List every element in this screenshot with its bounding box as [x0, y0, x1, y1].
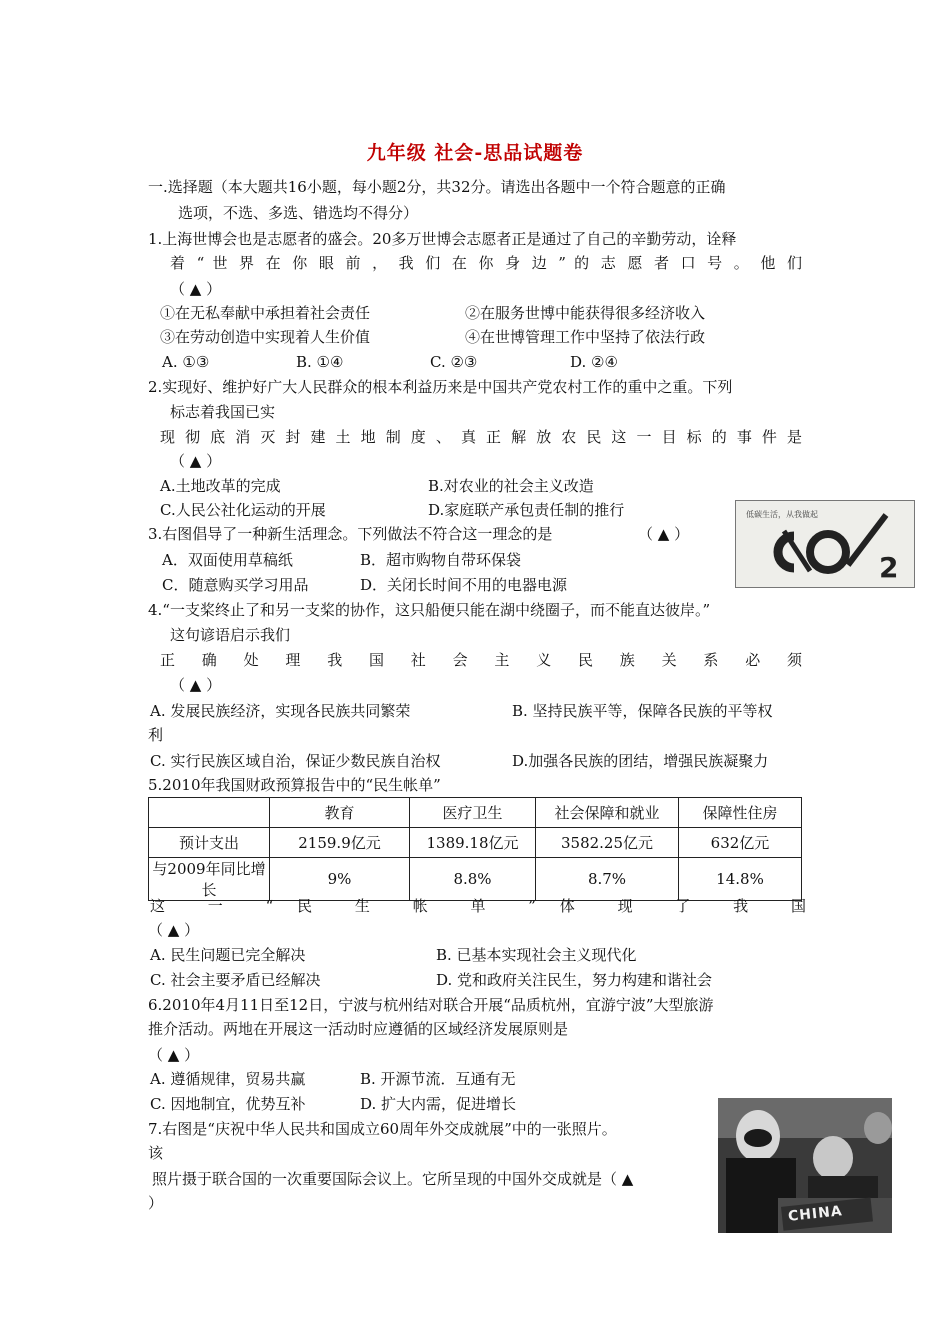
table-header-cell [149, 798, 270, 828]
q1-option-c: C. ②③ [430, 353, 478, 371]
table-cell: 与2009年同比增长 [149, 858, 270, 901]
q4-option-d: D.加强各民族的团结，增强民族凝聚力 [512, 752, 769, 770]
table-cell: 8.7% [536, 858, 679, 901]
q2-answer-blank: （ ▲ ） [170, 452, 222, 470]
co2-symbol-icon [736, 501, 914, 587]
q5-option-d: D. 党和政府关注民生，努力构建和谐社会 [436, 971, 713, 989]
livelihood-budget-table [148, 797, 802, 901]
china-nameplate: CHINA [787, 1203, 844, 1225]
page-title: 九年级 社会-思品试题卷 [366, 142, 584, 164]
q4-option-a: A. 发展民族经济，实现各民族共同繁荣 [150, 702, 411, 720]
table-header-cell: 教育 [270, 798, 410, 828]
table-cell: 632亿元 [679, 828, 802, 858]
q1-stem-line2: 着 “ 世 界 在 你 眼 前 ， 我 们 在 你 身 边 ” 的 志 愿 者 口 号 。 他 们 [170, 254, 802, 272]
table-cell: 3582.25亿元 [536, 828, 679, 858]
section-instructions-line2: 选项，不选、多选、错选均不得分） [178, 204, 419, 222]
q1-option-b: B. ①④ [296, 353, 344, 371]
table-row [149, 828, 802, 858]
table-cell: 14.8% [679, 858, 802, 901]
low-carbon-co2-image [735, 500, 915, 588]
q6-answer-blank: （ ▲ ） [148, 1046, 200, 1064]
q5-option-a: A. 民生问题已完全解决 [150, 946, 306, 964]
q6-stem-line1: 6.2010年4月11日至12日，宁波与杭州结对联合开展“品质杭州，宜游宁波”大型旅游 [148, 996, 714, 1014]
q1-statement-2: ②在服务世博中能获得很多经济收入 [465, 304, 706, 322]
co2-image-slogan: 低碳生活，从我做起 [746, 510, 818, 519]
q6-option-a: A. 遵循规律，贸易共赢 [150, 1070, 306, 1088]
table-header-cell: 医疗卫生 [410, 798, 536, 828]
q3-option-d: D．关闭长时间不用的电器电源 [360, 576, 568, 594]
table-cell: 2159.9亿元 [270, 828, 410, 858]
table-cell: 8.8% [410, 858, 536, 901]
q4-option-b: B. 坚持民族平等，保障各民族的平等权 [512, 702, 773, 720]
q1-statement-1: ①在无私奉献中承担着社会责任 [160, 304, 371, 322]
table-cell: 预计支出 [149, 828, 270, 858]
q5-stem-line2: 这 一 “ 民 生 帐 单 ” 体 现 了 我 国 [150, 897, 806, 915]
q3-option-b: B．超市购物自带环保袋 [360, 551, 522, 569]
q5-answer-blank: （ ▲ ） [148, 921, 200, 939]
table-cell: 9% [270, 858, 410, 901]
q4-answer-blank: （ ▲ ） [170, 676, 222, 694]
q4-option-b-continued: 利 [148, 726, 164, 744]
table-header-cell: 保障性住房 [679, 798, 802, 828]
table-row [149, 858, 802, 901]
q7-stem-line1-wrap: 该 [148, 1144, 164, 1162]
table-header-cell: 社会保障和就业 [536, 798, 679, 828]
section-instructions-line1: 一.选择题（本大题共16小题，每小题2分，共32分。请选出各题中一个符合题意的正确 [148, 178, 726, 196]
q2-stem-line3: 现 彻 底 消 灭 封 建 土 地 制 度 、 真 正 解 放 农 民 这 一 目 标 的 事 件 是 [160, 428, 802, 446]
q1-stem-line1: 1.上海世博会也是志愿者的盛会。20多万世博会志愿者正是通过了自己的辛勤劳动，诠释 [148, 230, 737, 248]
q5-stem-line1: 5.2010年我国财政预算报告中的“民生帐单” [148, 776, 441, 794]
q2-option-a: A.土地改革的完成 [160, 477, 281, 495]
q3-stem: 3.右图倡导了一种新生活理念。下列做法不符合这一理念的是 [148, 525, 553, 543]
un-conference-photo [718, 1098, 892, 1233]
q3-option-c: C．随意购买学习用品 [162, 576, 309, 594]
q4-stem-line1: 4.“一支桨终止了和另一支桨的协作，这只船便只能在湖中绕圈子，而不能直达彼岸。” [148, 601, 711, 619]
q3-option-a: A．双面使用草稿纸 [162, 551, 293, 569]
q4-stem-line2: 这句谚语启示我们 [170, 626, 291, 644]
q1-statement-4: ④在世博管理工作中坚持了依法行政 [465, 328, 706, 346]
q2-stem-line1: 2.实现好、维护好广大人民群众的根本利益历来是中国共产党农村工作的重中之重。下列 [148, 378, 733, 396]
q4-stem-line3: 正 确 处 理 我 国 社 会 主 义 民 族 关 系 必 须 [160, 651, 802, 669]
q1-statement-3: ③在劳动创造中实现着人生价值 [160, 328, 371, 346]
q1-option-a: A. ①③ [162, 353, 210, 371]
q1-answer-blank: （ ▲ ） [170, 280, 222, 298]
q6-option-d: D. 扩大内需，促进增长 [360, 1095, 517, 1113]
q2-option-c: C.人民公社化运动的开展 [160, 501, 326, 519]
q7-stem-line2: 照片摄于联合国的一次重要国际会议上。它所呈现的中国外交成就是（ ▲ [152, 1170, 634, 1188]
q7-stem-line1: 7.右图是“庆祝中华人民共和国成立60周年外交成就展”中的一张照片。 [148, 1120, 617, 1138]
q5-option-b: B. 已基本实现社会主义现代化 [436, 946, 637, 964]
svg-text:2: 2 [879, 551, 899, 584]
q2-stem-line2: 标志着我国已实 [170, 403, 276, 421]
q1-option-d: D. ②④ [570, 353, 618, 371]
q2-option-b: B.对农业的社会主义改造 [428, 477, 594, 495]
q3-answer-blank: （ ▲ ） [638, 525, 690, 543]
table-cell: 1389.18亿元 [410, 828, 536, 858]
q2-option-d: D.家庭联产承包责任制的推行 [428, 501, 625, 519]
q5-option-c: C. 社会主要矛盾已经解决 [150, 971, 321, 989]
table-header-row [149, 798, 802, 828]
q6-option-c: C. 因地制宜，优势互补 [150, 1095, 306, 1113]
q6-stem-line2: 推介活动。两地在开展这一活动时应遵循的区域经济发展原则是 [148, 1020, 569, 1038]
q7-stem-line2-wrap: ） [148, 1194, 164, 1212]
q4-option-c: C. 实行民族区域自治，保证少数民族自治权 [150, 752, 441, 770]
q6-option-b: B. 开源节流．互通有无 [360, 1070, 516, 1088]
